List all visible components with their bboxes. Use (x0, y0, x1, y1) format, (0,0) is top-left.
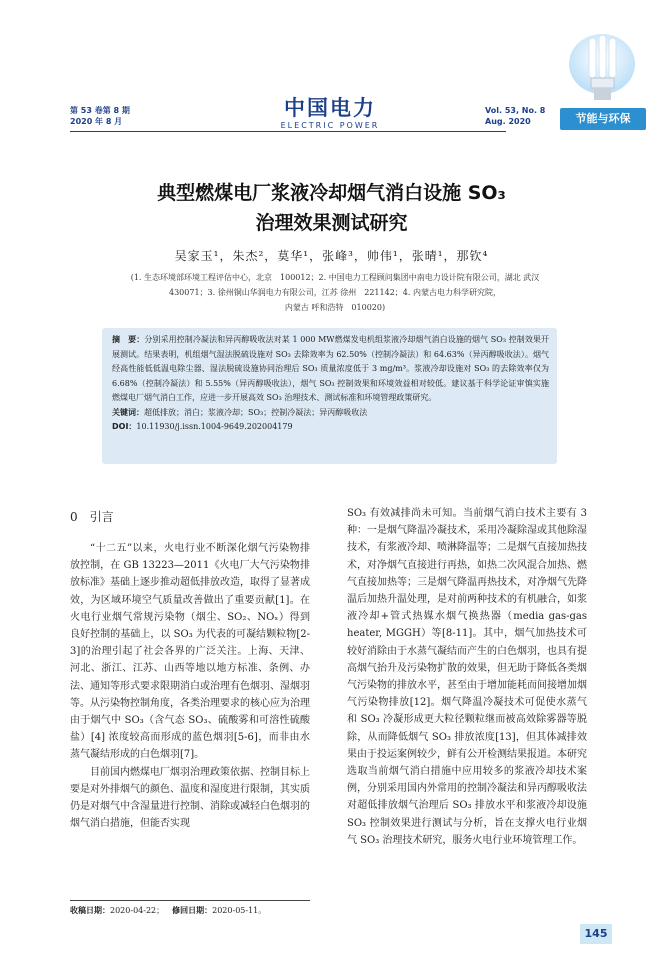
received-date: 2020-04-22； (110, 906, 165, 915)
energy-saving-bulb-icon (567, 30, 637, 110)
footnote-divider (70, 900, 310, 901)
title-line-2: 治理效果测试研究 (255, 212, 408, 234)
abstract-text: 分别采用控制冷凝法和异丙醇吸收法对某 1 000 MW燃煤发电机组浆液冷却烟气消白设施的烟气 SO₃ 控制效果开展测试。结果表明，机组烟气湿法脱硫设施对 SO₃ 去除效率为 62.50%（控制冷凝法）和 64.63%（异丙醇吸收法）。烟气经高性能低低温电除尘器、湿法脱硫设施协同治理后 SO₃ 质量浓度低于 3 mg/m³。浆液冷却设施对 SO₃ 的去除效率仅为 6.68%（控制冷凝法）和 5.55%（异丙醇吸收法），烟气 SO₃ 控制效果和环境效益相对较低。建议基于科学论证审慎实施燃煤电厂烟气消白工作，应进一步开展高效 SO₃ 治理技术、测试标准和环境管理政策研究。 (112, 335, 550, 402)
journal-masthead (240, 96, 420, 132)
journal-title-en: ELECTRIC POWER (280, 121, 380, 130)
doi-value[interactable]: 10.11930/j.issn.1004-9649.202004179 (136, 422, 293, 431)
paragraph: “十二五”以来，火电行业不断深化烟气污染物排放控制，在 GB 13223—2011《火电厂大气污染物排放标准》基础上逐步推动超低排放改造，取得了显著成效，为区域环境空气质量改善做出了重要贡献[1]。在火电行业烟气常规污染物（烟尘、SO₂、NOₓ）得到良好控制的基础上，以 SO₃ 为代表的可凝结颗粒物[2-3]的治理引起了社会各界的广泛关注。上海、天津、河北、浙江、江苏、山西等地以地方标准、条例、办法、通知等形式要求限期消白或治理有色烟羽、湿烟羽等。从污染物控制角度，各类治理要求的核心应为治理由于烟气中 SO₃（含气态 SO₃、硫酸雾和可溶性硫酸盐）[4] 浓度较高而形成的蓝色烟羽[5-6]，而非由水蒸气凝结形成的白色烟羽[7]。 (70, 543, 310, 761)
abstract-label: 摘 要： (112, 335, 145, 344)
paragraph: SO₃ 有效减排尚未可知。当前烟气消白技术主要有 3 种：一是烟气降温冷凝技术，采用冷凝除湿或其他除湿技术，有浆液冷却、喷淋降温等；二是烟气直接加热技术，对净烟气直接进行再热，如热二次风混合加热、燃气直接加热等；三是烟气降温再热技术，对净烟气先降温后加热升温处理，是对前两种技术的有机融合，如浆液冷却+管式热媒水烟气换热器（media gas-gas heater, MGGH）等[8-11]。其中，烟气加热技术可较好消除由于水蒸气凝结而产生的白色烟羽，也具有提高烟气抬升及污染物扩散的效果，但无助于降低各类烟气污染物的排放水平，甚至由于增加能耗而间接增加烟气污染物排放[12]。烟气降温冷凝技术可促使水蒸气和 SO₃ 冷凝形成更大粒径颗粒继而被高效除雾器等脱除，从而降低烟气 SO₃ 排放浓度[13]，但其体减排效果由于投运案例较少，鲜有公开检测结果报道。本研究选取当前烟气消白措施中应用较多的浆液冷却技术案例，分别采用国内外常用的控制冷凝法和异丙醇吸收法对超低排放烟气治理后 SO₃ 排放水平和浆液冷却设施 SO₃ 控制效果进行测试与分析，旨在支撑火电行业烟气 SO₃ 治理技术研究，服务火电行业环境管理工作。 (347, 508, 587, 846)
keywords (112, 406, 549, 421)
issue-date-en: Aug. 2020 (485, 117, 531, 126)
header-divider (70, 131, 506, 132)
section-heading-introduction: 0 引言 (70, 510, 114, 524)
left-column (70, 540, 310, 832)
section-tag: 节能与环保 (560, 108, 646, 130)
revised-date: 2020-05-11。 (212, 906, 267, 915)
abstract-paragraph (112, 333, 549, 406)
affiliation-line-2: 430071；3. 徐州铜山华润电力有限公司，江苏 徐州 221142；4. 内蒙古电力科学研究院， (169, 288, 501, 297)
issue-number-en: Vol. 53, No. 8 (485, 106, 546, 115)
author-list: 吴家玉¹，朱杰²，莫华¹，张峰³，帅伟¹，张晴¹，那钦⁴ (174, 249, 489, 263)
affiliations (100, 270, 570, 315)
issue-info-cn (70, 105, 130, 127)
affiliation-line-1: (1. 生态环境部环境工程评估中心，北京 100012；2. 中国电力工程顾问集团中南电力设计院有限公司，湖北 武汉 (130, 273, 540, 282)
journal-title-cn: 中国电力 (284, 96, 376, 120)
keywords-label: 关键词： (112, 407, 144, 417)
page-number: 145 (580, 924, 612, 944)
issue-date-cn: 2020 年 8 月 (70, 117, 123, 126)
doi (112, 420, 549, 435)
issue-info-en (485, 105, 545, 127)
keywords-text: 超低排放；消白；浆液冷却；SO₃；控制冷凝法；异丙醇吸收法 (144, 407, 368, 417)
issue-number-cn: 第 53 卷第 8 期 (70, 106, 130, 115)
revised-label: 修回日期： (172, 905, 213, 915)
right-column (347, 505, 587, 849)
paragraph: 目前国内燃煤电厂烟羽治理政策依据、控制目标上要是对外排烟气的颜色、温度和湿度进行限制，其实质仍是对烟气中含湿量进行控制、消除或减轻白色烟羽的烟气消白措施，但能否实现 (70, 766, 310, 830)
received-label: 收稿日期： (70, 905, 110, 915)
article-title (70, 178, 593, 238)
doi-label: DOI： (112, 422, 137, 431)
abstract (112, 333, 549, 435)
title-line-1: 典型燃煤电厂浆液冷却烟气消白设施 SO₃ (157, 182, 506, 204)
affiliation-line-3: 内蒙古 呼和浩特 010020) (284, 303, 386, 312)
footnote-dates (70, 905, 266, 916)
